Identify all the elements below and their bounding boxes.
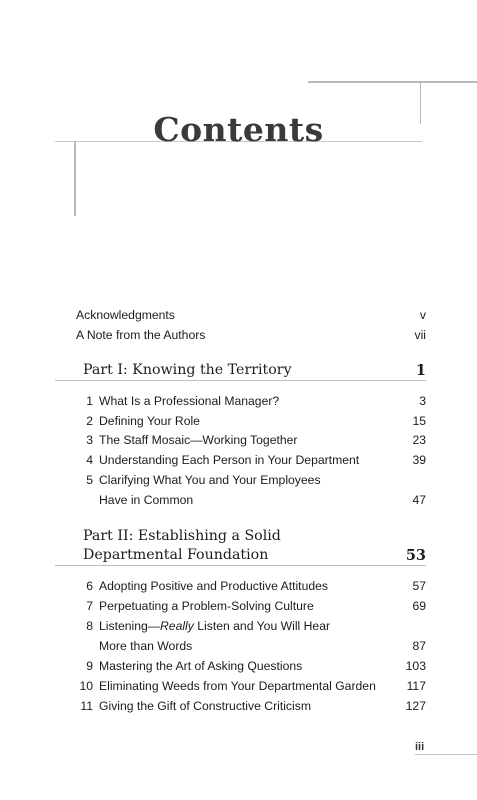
chapter-title: Adopting Positive and Productive Attitudes (99, 579, 328, 593)
toc-chapter-2[interactable] (76, 412, 426, 430)
chapter-title: Defining Your Role (99, 414, 200, 428)
chapter-page: 23 (412, 433, 426, 447)
part-page: 53 (405, 547, 426, 564)
chapter-title: Perpetuating a Problem-Solving Culture (99, 599, 314, 613)
toc-chapter-10[interactable] (76, 677, 426, 695)
chapter-page: 57 (412, 579, 426, 593)
part-title-continued: Departmental Foundation (83, 547, 269, 563)
chapter-title-emphasis: Really (159, 619, 194, 633)
toc-chapter-8[interactable] (76, 617, 426, 635)
entry-label: Acknowledgments (76, 308, 175, 322)
toc-chapter-9[interactable] (76, 657, 426, 675)
toc-chapter-5-continued[interactable] (76, 491, 426, 509)
chapter-page: 47 (412, 493, 426, 507)
part-heading-2[interactable] (83, 527, 426, 565)
chapter-title: The Staff Mosaic—Working Together (99, 433, 298, 447)
chapter-page: 87 (412, 639, 426, 653)
chapter-number: 3 (86, 433, 93, 447)
chapter-title-part: Listen and You Will Hear (193, 619, 331, 633)
chapter-number: 9 (86, 659, 93, 673)
toc-entry-note-from-authors[interactable] (76, 326, 426, 344)
chapter-title: Clarifying What You and Your Employees (99, 473, 321, 487)
chapter-title-part: Listening— (99, 619, 160, 633)
top-right-rule (308, 81, 477, 83)
toc-chapter-8-continued[interactable] (76, 637, 426, 655)
chapter-title: Giving the Gift of Constructive Criticism (99, 699, 311, 713)
chapter-title-continued: More than Words (99, 639, 193, 653)
part-heading-1[interactable] (83, 361, 426, 380)
chapter-page: 15 (412, 414, 426, 428)
part-2-rule (55, 565, 426, 566)
chapter-number: 6 (86, 579, 93, 593)
toc-chapter-1[interactable] (76, 392, 426, 410)
chapter-title: What Is a Professional Manager? (99, 394, 280, 408)
toc-chapter-4[interactable] (76, 451, 426, 469)
part-1-rule (55, 380, 426, 381)
chapter-page: 127 (405, 699, 426, 713)
chapter-title: Eliminating Weeds from Your Departmental Garden (99, 679, 376, 693)
part-title: Part II: Establishing a Solid (83, 528, 281, 544)
toc-entry-acknowledgments[interactable] (76, 306, 426, 324)
page-folio: iii (415, 741, 425, 753)
chapter-number: 8 (86, 619, 93, 633)
entry-label: A Note from the Authors (76, 328, 206, 342)
part-title: Part I: Knowing the Territory (83, 362, 292, 378)
chapter-number: 7 (86, 599, 93, 613)
page-title: Contents (153, 110, 324, 149)
toc-chapter-7[interactable] (76, 597, 426, 615)
chapter-number: 4 (86, 453, 93, 467)
part-page: 1 (415, 362, 426, 379)
chapter-page: 3 (419, 394, 426, 408)
entry-page: vii (414, 328, 426, 342)
toc-chapter-6[interactable] (76, 577, 426, 595)
left-vertical-rule (74, 141, 76, 216)
chapter-page: 69 (412, 599, 426, 613)
entry-page: v (419, 308, 426, 322)
chapter-title-continued: Have in Common (99, 493, 194, 507)
chapter-number: 1 (86, 394, 93, 408)
chapter-number: 5 (86, 473, 93, 487)
chapter-title: Mastering the Art of Asking Questions (99, 659, 303, 673)
chapter-title: Understanding Each Person in Your Department (99, 453, 360, 467)
folio-rule (415, 754, 477, 755)
chapter-page: 39 (412, 453, 426, 467)
chapter-number: 10 (79, 679, 93, 693)
chapter-title (99, 617, 330, 635)
chapter-page: 103 (405, 659, 426, 673)
toc-chapter-5[interactable] (76, 471, 426, 489)
toc-chapter-3[interactable] (76, 431, 426, 449)
chapter-number: 2 (86, 414, 93, 428)
chapter-number: 11 (80, 699, 93, 713)
chapter-page: 117 (406, 679, 426, 693)
toc-chapter-11[interactable] (76, 697, 426, 715)
